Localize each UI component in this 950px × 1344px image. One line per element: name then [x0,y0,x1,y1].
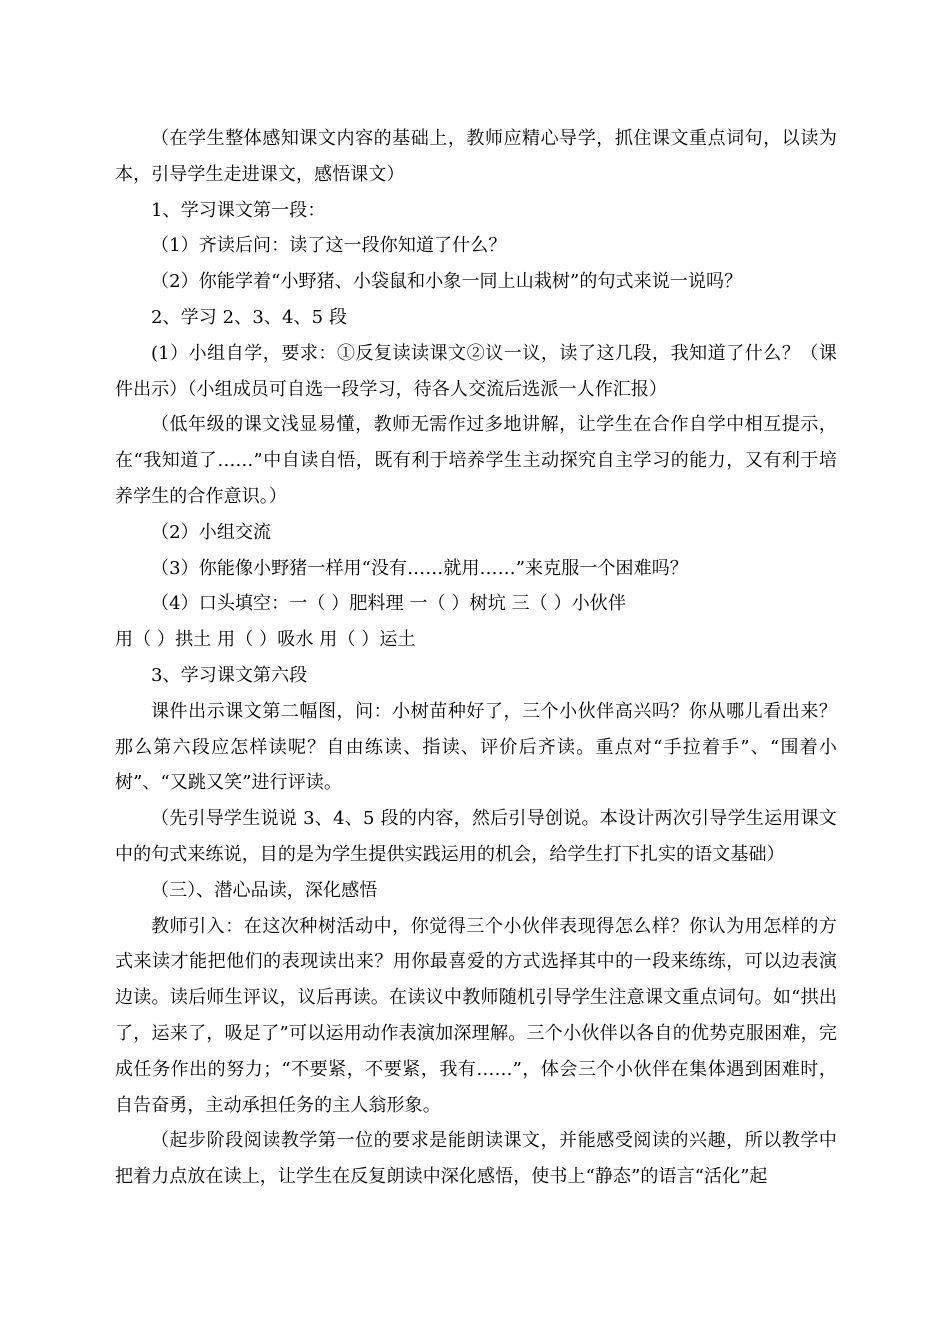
paragraph-step-2-1: (1）小组自学，要求：①反复读读课文②议一议，读了这几段，我知道了什么？（课件出示）（小组成员可自选一段学习，待各人交流后选派一人作汇报） [115,342,837,400]
paragraph-section-1-heading: 1、学习课文第一段： [151,199,326,221]
paragraph-section-3-body: 课件出示课文第二幅图，问：小树苗种好了，三个小伙伴高兴吗？你从哪儿看出来？那么第六段应怎样读呢？自由练读、指读、评价后齐读。重点对“手拉着手”、“围着小树”、“又跳又笑”进行评读。 [115,700,837,794]
paragraph-step-2-4-continued: 用（ ）拱土 用（ ）吸水 用（ ）运土 [115,629,416,651]
document-body [115,121,837,1195]
paragraph-step-1-1: （1）齐读后问：读了这一段你知道了什么？ [151,235,507,257]
paragraph-part-3-body: 教师引入：在这次种树活动中，你觉得三个小伙伴表现得怎么样？你认为用怎样的方式来读才能把他们的表现读出来？用你最喜爱的方式选择其中的一段来练练，可以边表演边读。读后师生评议，议后再读。在读议中教师随机引导学生注意课文重点词句。如“拱出了，运来了，吸足了”可以运用动作表演加深理解。三个小伙伴以各自的优势克服困难，完成任务作出的努力；“不要紧，不要紧，我有……”，体会三个小伙伴在集体遇到困难时，自告奋勇，主动承担任务的主人翁形象。 [115,915,837,1116]
paragraph-step-2-2: （2）小组交流 [151,521,272,543]
paragraph-step-2-3: （3）你能像小野猪一样用“没有……就用……”来克服一个困难吗？ [151,557,688,579]
paragraph-part-3-heading: （三）、潜心品读，深化感悟 [151,879,378,901]
paragraph-step-1-2: （2）你能学着“小野猪、小袋鼠和小象一同上山栽树”的句式来说一说吗？ [151,271,743,293]
paragraph-step-2-4: （4）口头填空：一（ ）肥料理 一（ ）树坑 三（ ）小伙伴 [151,593,627,615]
paragraph-intro-note: （在学生整体感知课文内容的基础上，教师应精心导学，抓住课文重点词句，以读为本，引导学生走进课文，感悟课文） [115,128,837,185]
paragraph-section-3-note: （先引导学生说说 3、4、5 段的内容，然后引导创说。本设计两次引导学生运用课文中的句式来练说，目的是为学生提供实践运用的机会，给学生打下扎实的语文基础） [115,808,837,865]
paragraph-section-2-heading: 2、学习 2、3、4、5 段 [151,306,348,328]
paragraph-section-3-heading: 3、学习课文第六段 [151,664,308,686]
paragraph-part-3-note: （起步阶段阅读教学第一位的要求是能朗读课文，并能感受阅读的兴趣，所以教学中把着力点放在读上，让学生在反复朗读中深化感悟，使书上“静态”的语言“活化”起 [115,1130,837,1188]
paragraph-section-2-note: （低年级的课文浅显易懂，教师无需作过多地讲解，让学生在合作自学中相互提示，在“我知道了……”中自读自悟，既有利于培养学生主动探究自主学习的能力，又有利于培养学生的合作意识。） [115,414,837,507]
